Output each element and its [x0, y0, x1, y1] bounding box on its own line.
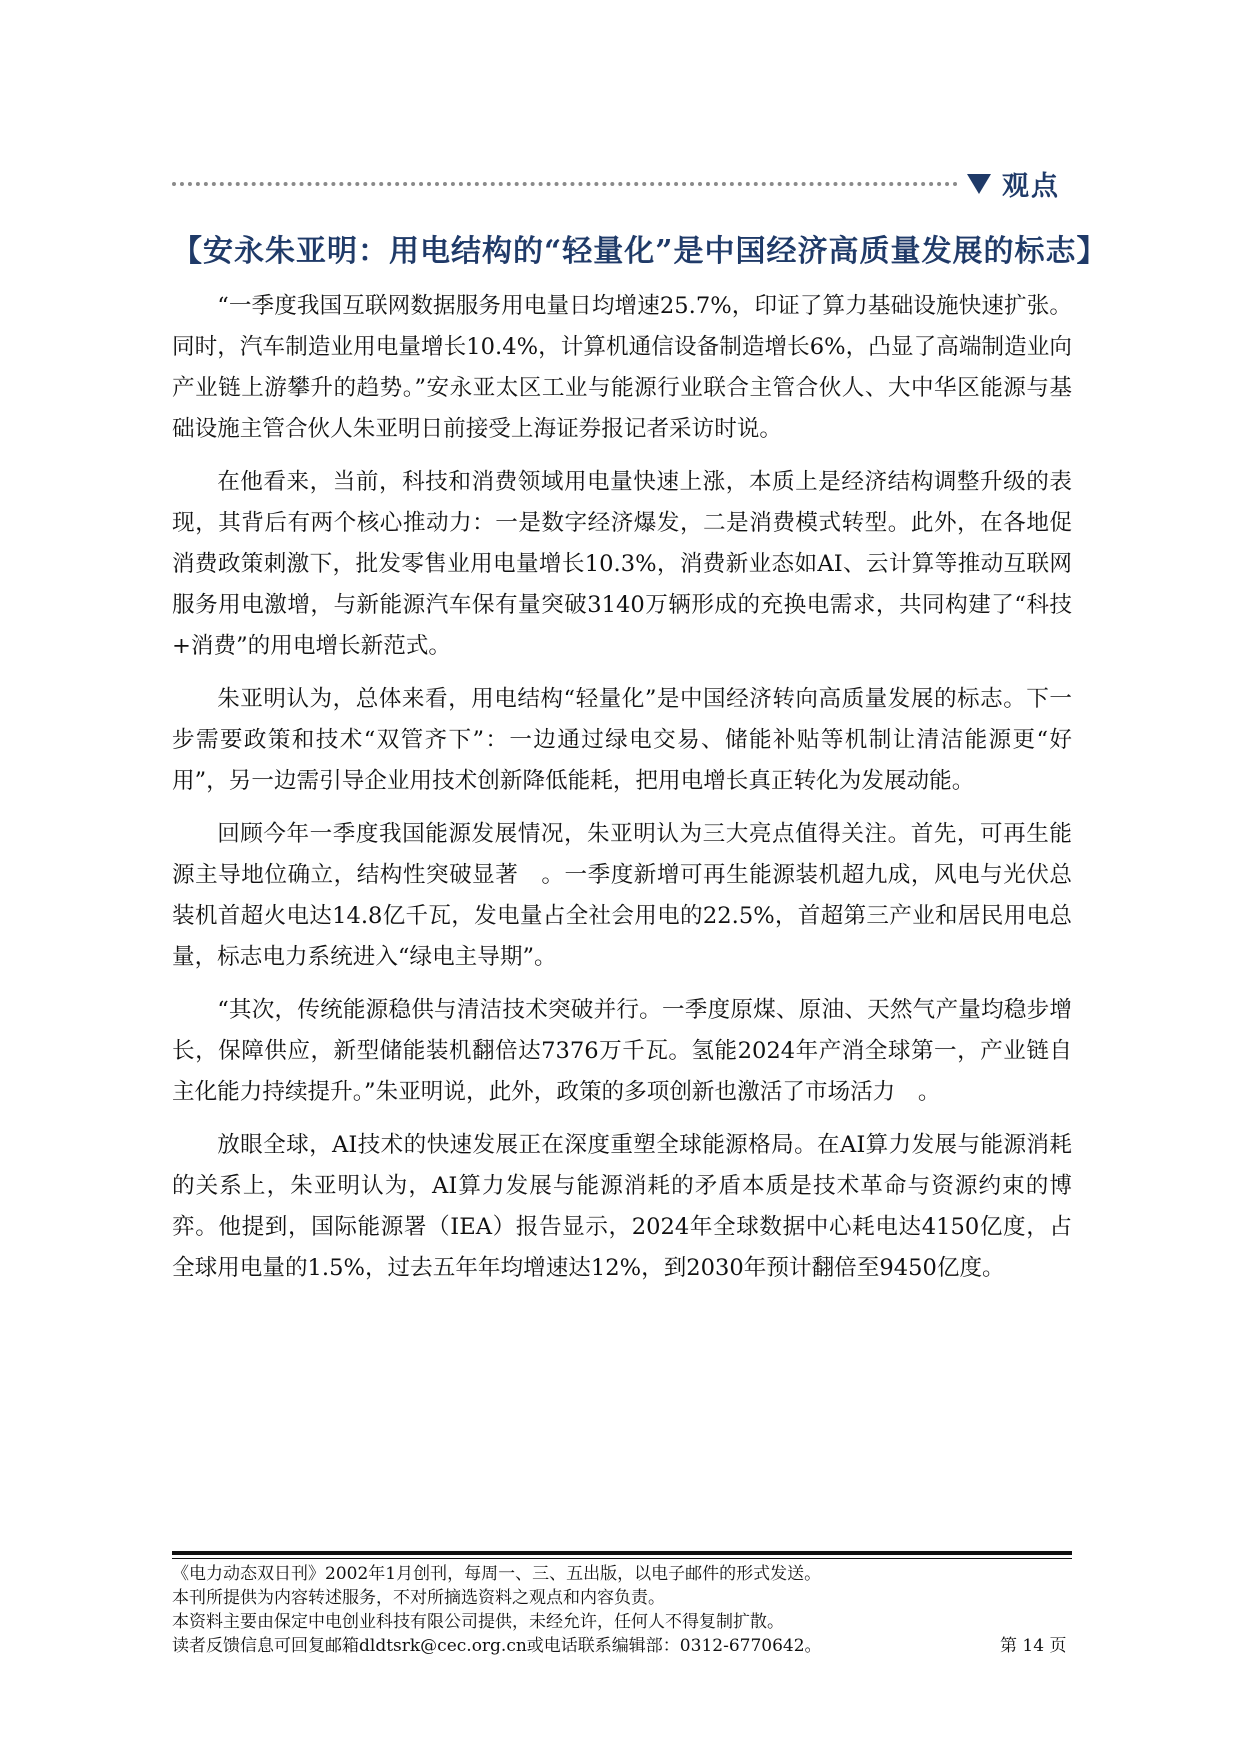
paragraph: 回顾今年一季度我国能源发展情况，朱亚明认为三大亮点值得关注。首先，可再生能源主导地位确立，结构性突破显著 。一季度新增可再生能源装机超九成，风电与光伏总装机首超火电达14.8亿千瓦，发电量占全社会用电的22.5%，首超第三产业和居民用电总量，标志电力系统进入“绿电主导期”。	[172, 821, 1072, 970]
triangle-down-icon	[967, 174, 991, 194]
footer	[172, 1562, 1072, 1658]
paragraph: “一季度我国互联网数据服务用电量日均增速25.7%，印证了算力基础设施快速扩张。同时，汽车制造业用电量增长10.4%，计算机通信设备制造增长6%，凸显了高端制造业向产业链上游攀升的趋势。”安永亚太区工业与能源行业联合主管合伙人、大中华区能源与基础设施主管合伙人朱亚明日前接受上海证券报记者采访时说。	[172, 293, 1072, 442]
footer-line: 本资料主要由保定中电创业科技有限公司提供，未经允许，任何人不得复制扩散。	[172, 1612, 784, 1632]
footer-rule-thick	[172, 1551, 1072, 1555]
paragraph: 朱亚明认为，总体来看，用电结构“轻量化”是中国经济转向高质量发展的标志。下一步需要政策和技术“双管齐下”：一边通过绿电交易、储能补贴等机制让清洁能源更“好用”，另一边需引导企业用技术创新降低能耗，把用电增长真正转化为发展动能。	[172, 686, 1072, 794]
footer-line: 读者反馈信息可回复邮箱dldtsrk@cec.org.cn或电话联系编辑部：0312-6770642。	[172, 1636, 822, 1656]
dotted-divider	[172, 182, 958, 186]
section-header	[172, 166, 1072, 202]
article-body	[172, 286, 1072, 1301]
paragraph: “其次，传统能源稳供与清洁技术突破并行。一季度原煤、原油、天然气产量均稳步增长，保障供应，新型储能装机翻倍达7376万千瓦。氢能2024年产消全球第一，产业链自主化能力持续提升。”朱亚明说，此外，政策的多项创新也激活了市场活力 。	[172, 997, 1072, 1105]
footer-rule-thin	[172, 1558, 1072, 1559]
paragraph: 放眼全球，AI技术的快速发展正在深度重塑全球能源格局。在AI算力发展与能源消耗的关系上，朱亚明认为，AI算力发展与能源消耗的矛盾本质是技术革命与资源约束的博弈。他提到，国际能源署（IEA）报告显示，2024年全球数据中心耗电达4150亿度，占全球用电量的1.5%，过去五年年均增速达12%，到2030年预计翻倍至9450亿度。	[172, 1132, 1072, 1281]
section-label: 观点	[1002, 171, 1060, 202]
page-number: 第 14 页	[1000, 1636, 1067, 1656]
paragraph: 在他看来，当前，科技和消费领域用电量快速上涨，本质上是经济结构调整升级的表现，其背后有两个核心推动力：一是数字经济爆发，二是消费模式转型。此外，在各地促消费政策刺激下，批发零售业用电量增长10.3%，消费新业态如AI、云计算等推动互联网服务用电激增，与新能源汽车保有量突破3140万辆形成的充换电需求，共同构建了“科技+消费”的用电增长新范式。	[172, 469, 1072, 659]
footer-line: 《电力动态双日刊》2002年1月创刊，每周一、三、五出版，以电子邮件的形式发送。	[172, 1564, 822, 1584]
article-title: 【安永朱亚明：用电结构的“轻量化”是中国经济高质量发展的标志】	[172, 234, 1108, 269]
footer-line: 本刊所提供为内容转述服务，不对所摘选资料之观点和内容负责。	[172, 1588, 665, 1608]
